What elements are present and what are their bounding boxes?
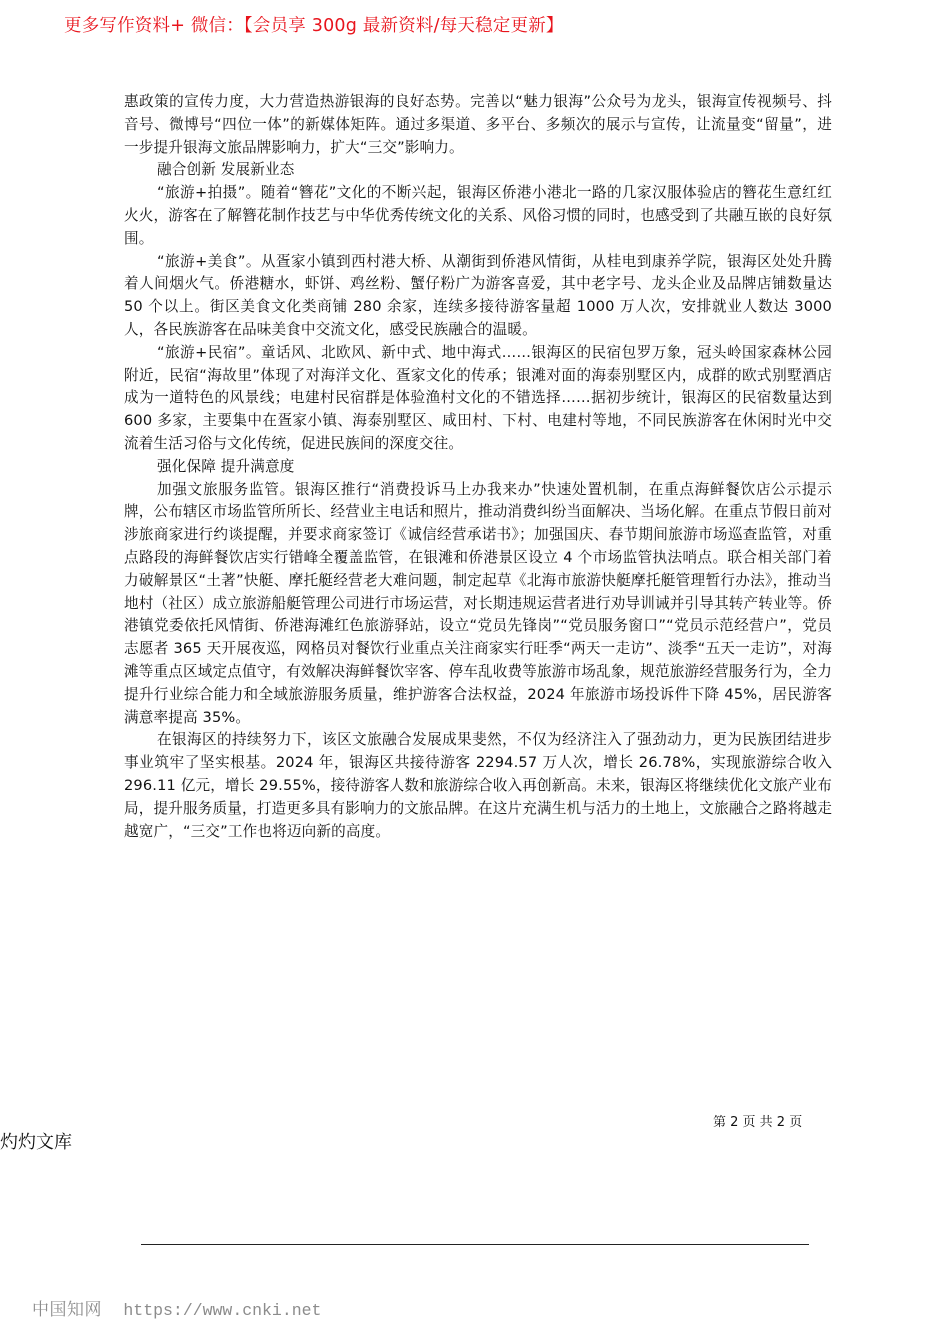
promo-banner: 更多写作资料+ 微信：【会员享 300g 最新资料/每天稳定更新】: [64, 16, 564, 36]
paragraph-tourism-photography: “旅游+拍摄”。随着“簪花”文化的不断兴起，银海区侨港小港北一路的几家汉服体验店的簪花生意红红火火，游客在了解簪花制作技艺与中华优秀传统文化的关系、风俗习惯的同时，也感受到了共融互嵌的良好氛围。: [124, 184, 832, 247]
section-heading-strengthen-guarantee: 强化保障 提升满意度: [157, 457, 295, 475]
cnki-url-link[interactable]: https://www.cnki.net: [123, 1301, 322, 1320]
paragraph-tourism-homestay: “旅游+民宿”。童话风、北欧风、新中式、地中海式……银海区的民宿包罗万象，冠头岭国家森林公园附近，民宿“海故里”体现了对海洋文化、疍家文化的传承；银滩对面的海泰别墅区内，成群的欧式别墅酒店成为一道特色的风景线；电建村民宿群是体验渔村文化的不错选择……据初步统计，银海区的民宿数量达到 600 多家，主要集中在疍家小镇、海泰别墅区、咸田村、下村、电建村等地，不同民族游客在休闲时光中交流着生活习俗与文化传统，促进民族间的深度交往。: [124, 343, 832, 452]
paragraph-continuation: 惠政策的宣传力度，大力营造热游银海的良好态势。完善以“魅力银海”公众号为龙头，银海宣传视频号、抖音号、微博号“四位一体”的新媒体矩阵。通过多渠道、多平台、多频次的展示与宣传，让流量变“留量”，进一步提升银海文旅品牌影响力，扩大“三交”影响力。: [124, 93, 832, 156]
paragraph-tourism-food: “旅游+美食”。从疍家小镇到西村港大桥、从潮街到侨港风情街，从桂电到康养学院，银海区处处升腾着人间烟火气。侨港糖水，虾饼、鸡丝粉、蟹仔粉广为游客喜爱，其中老字号、龙头企业及品牌店铺数量达 50 个以上。街区美食文化类商铺 280 余家，连续多接待游客量超 1000 万人次，安排就业人数达 3000 人，各民族游客在品味美食中交流文化，感受民族融合的温暖。: [124, 252, 832, 338]
section-heading-integration-innovation: 融合创新 发展新业态: [157, 161, 295, 179]
cnki-footer: [32, 1295, 321, 1320]
paragraph-service-supervision: 加强文旅服务监管。银海区推行“消费投诉马上办我来办”快速处置机制，在重点海鲜餐饮店公示提示牌，公布辖区市场监管所所长、经营业主电话和照片，推动消费纠纷当面解决、当场化解。在重点节假日前对涉旅商家进行约谈提醒，并要求商家签订《诚信经营承诺书》；加强国庆、春节期间旅游市场巡查监管，对重点路段的海鲜餐饮店实行错峰全覆盖监管，在银滩和侨港景区设立 4 个市场监管执法哨点。联合相关部门着力破解景区“土著”快艇、摩托艇经营老大难问题，制定起草《北海市旅游快艇摩托艇管理暂行办法》，推动当地村（社区）成立旅游船艇管理公司进行市场运营，对长期违规运营者进行劝导训诫并引导其转产转业等。侨港镇党委依托风情街、侨港海滩红色旅游驿站，设立“党员先锋岗”“党员服务窗口”“党员示范经营户”，党员志愿者 365 天开展夜巡，网格员对餐饮行业重点关注商家实行旺季“两天一走访”、淡季“五天一走访”，对海滩等重点区域定点值守，有效解决海鲜餐饮宰客、停车乱收费等旅游市场乱象，规范旅游经营服务行为，全力提升行业综合能力和全域旅游服务质量，维护游客合法权益，2024 年旅游市场投诉件下降 45%，居民游客满意率提高 35%。: [124, 480, 832, 726]
footer-divider: [141, 1244, 809, 1245]
document-body: [124, 91, 832, 843]
paragraph-conclusion: 在银海区的持续努力下，该区文旅融合发展成果斐然，不仅为经济注入了强劲动力，更为民族团结进步事业筑牢了坚实根基。2024 年，银海区共接待游客 2294.57 万人次，增长 26.78%，实现旅游综合收入 296.11 亿元，增长 29.55%，接待游客人数和旅游综合收入再创新高。未来，银海区将继续优化文旅产业布局，提升服务质量，打造更多具有影响力的文旅品牌。在这片充满生机与活力的土地上，文旅融合之路将越走越宽广，“三交”工作也将迈向新的高度。: [124, 731, 832, 840]
cnki-name: 中国知网: [32, 1300, 102, 1320]
page-number: 第 2 页 共 2 页: [713, 1115, 803, 1130]
watermark-brand: 灼灼文库: [0, 1132, 72, 1153]
